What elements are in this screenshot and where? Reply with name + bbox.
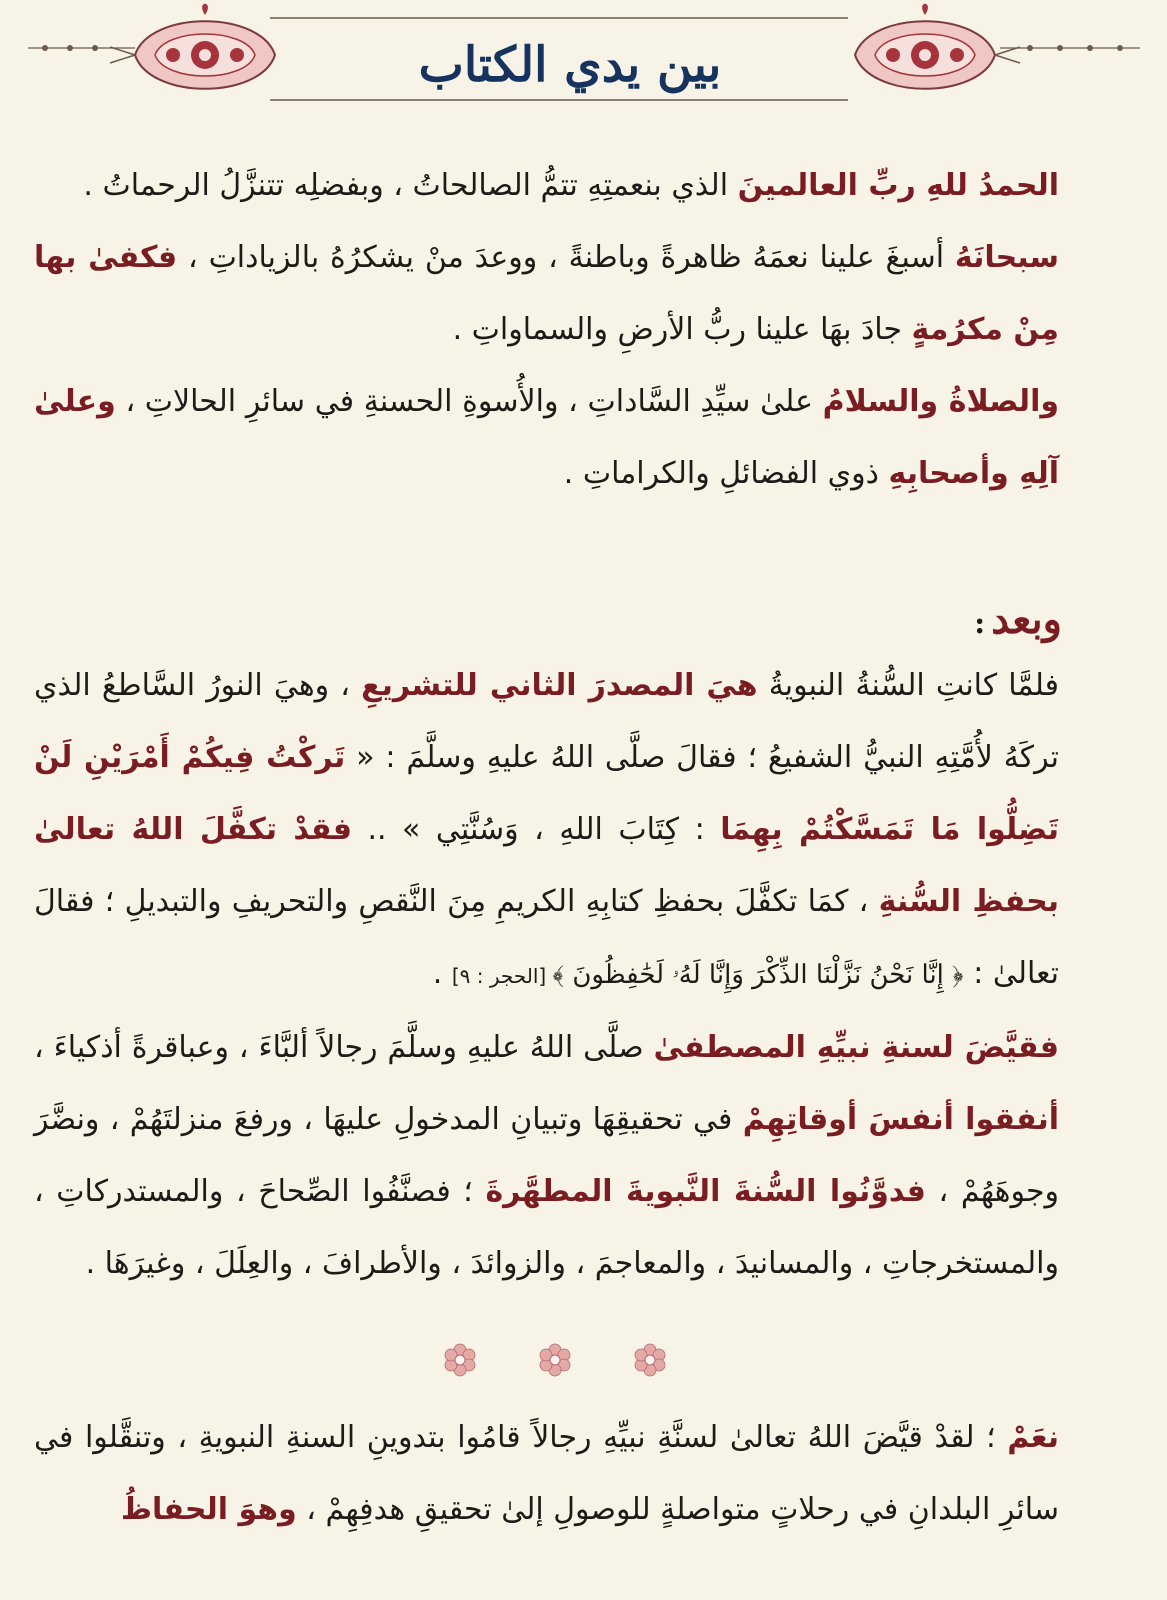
paragraph <box>34 366 1059 510</box>
highlighted-text: فقيَّضَ لسنةِ نبيِّهِ المصطفىٰ <box>653 1030 1059 1065</box>
body-text: علىٰ سيِّدِ السَّاداتِ ، والأُسوةِ الحسنةِ في سائرِ الحالاتِ ، <box>115 384 823 419</box>
highlighted-text: نعَمْ <box>1007 1420 1059 1455</box>
highlighted-text: أنفقوا أنفسَ أوقاتِهِمْ <box>742 1102 1059 1137</box>
intro-section <box>34 150 1059 510</box>
quran-verse: ﴿ إِنَّا نَحْنُ نَزَّلْنَا الذِّكْرَ وَإِنَّا لَهُۥ لَحَٰفِظُونَ ﴾ <box>552 960 964 990</box>
paragraph <box>34 650 1059 1012</box>
closing-section <box>34 1402 1059 1546</box>
highlighted-text: وعلىٰ آلِهِ وأصحابِهِ <box>34 384 1059 491</box>
paragraph <box>34 1012 1059 1300</box>
rosette-icon <box>440 1340 480 1380</box>
paragraph <box>34 222 1059 366</box>
body-text: الذي بنعمتِهِ تتمُّ الصالحاتُ ، وبفضلِه تتنزَّلُ الرحماتُ . <box>83 168 738 203</box>
highlighted-text: فدوَّنُوا السُّنةَ النَّبويةَ المطهَّرةَ <box>485 1174 926 1209</box>
body-text: في تحقيقِهَا وتبيانِ المدخولِ عليهَا ، ورفعَ منزلتَهُمْ ، ونضَّرَ وجوهَهُمْ ، <box>34 1102 1059 1209</box>
highlighted-text: والصلاةُ والسلامُ <box>822 384 1060 419</box>
highlighted-text: تَركْتُ فِيكُمْ أَمْرَيْنِ لَنْ تَضِلُّوا مَا تَمَسَّكْتُمْ بِهِمَا <box>34 740 1060 847</box>
chapter-header <box>0 0 1167 125</box>
body-text: ؛ لقدْ قيَّضَ اللهُ تعالىٰ لسنَّةِ نبيِّهِ رجالاً قامُوا بتدوينِ السنةِ النبويةِ ، وتنقَّلوا في سائرِ البلدانِ في رحلاتٍ متواصلةٍ للوصولِ إلىٰ تحقيقِ هدفِهِمْ ، <box>34 1420 1059 1527</box>
body-text: أسبغَ علينا نعمَهُ ظاهرةً وباطنةً ، ووعدَ منْ يشكرُهُ بالزياداتِ ، <box>177 240 955 275</box>
paragraph <box>34 150 1059 222</box>
main-section <box>34 650 1059 1300</box>
paragraph <box>34 1402 1059 1546</box>
chapter-title: بين يدي الكتاب <box>418 37 722 93</box>
body-text: فلمَّا كانتِ السُّنةُ النبويةُ <box>757 668 1059 703</box>
wa-bad-word: وبعد <box>991 596 1062 643</box>
body-text: ، وهيَ النورُ السَّاطعُ الذي تركَهُ لأُمَّتِهِ النبيُّ الشفيعُ ؛ فقالَ صلَّى اللهُ عليهِ وسلَّمَ : « <box>34 668 1059 775</box>
body-text: : كِتَابَ اللهِ ، وَسُنَّتِي » .. <box>351 812 721 847</box>
section-separator <box>440 1335 670 1385</box>
body-text: جادَ بهَا علينا ربُّ الأرضِ والسماواتِ . <box>452 312 912 347</box>
rosette-icon <box>535 1340 575 1380</box>
highlighted-text: وهوَ الحفاظُ <box>120 1492 297 1527</box>
wa-bad-heading <box>974 596 1062 643</box>
highlighted-text: فكفىٰ بها مِنْ مكرُمةٍ <box>34 240 1059 347</box>
verse-reference: [الحجر : ٩] <box>451 964 553 988</box>
highlighted-text: هيَ المصدرَ الثاني للتشريعِ <box>361 668 758 703</box>
wa-bad-colon: : <box>974 606 986 641</box>
body-text: ، كمَا تكفَّلَ بحفظِ كتابِهِ الكريمِ مِنَ النَّقصِ والتحريفِ والتبديلِ ؛ فقالَ تعالىٰ : <box>34 884 1059 991</box>
highlighted-text: سبحانَهُ <box>954 240 1060 275</box>
highlighted-text: فقدْ تكفَّلَ اللهُ تعالىٰ بحفظِ السُّنةِ <box>34 812 1059 919</box>
body-text: صلَّى اللهُ عليهِ وسلَّمَ رجالاً ألبَّاءَ ، وعباقرةً أذكياءَ ، <box>34 1030 654 1065</box>
body-text: ذوي الفضائلِ والكراماتِ . <box>563 456 889 491</box>
highlighted-text: الحمدُ للهِ ربِّ العالمينَ <box>737 168 1059 203</box>
rosette-icon <box>630 1340 670 1380</box>
body-text: ؛ فصنَّفُوا الصِّحاحَ ، والمستدركاتِ ، والمستخرجاتِ ، والمسانيدَ ، والمعاجمَ ، والزوائدَ ، والأطرافَ ، والعِلَلَ ، وغيرَهَا . <box>34 1174 1059 1281</box>
body-text: . <box>432 956 452 991</box>
